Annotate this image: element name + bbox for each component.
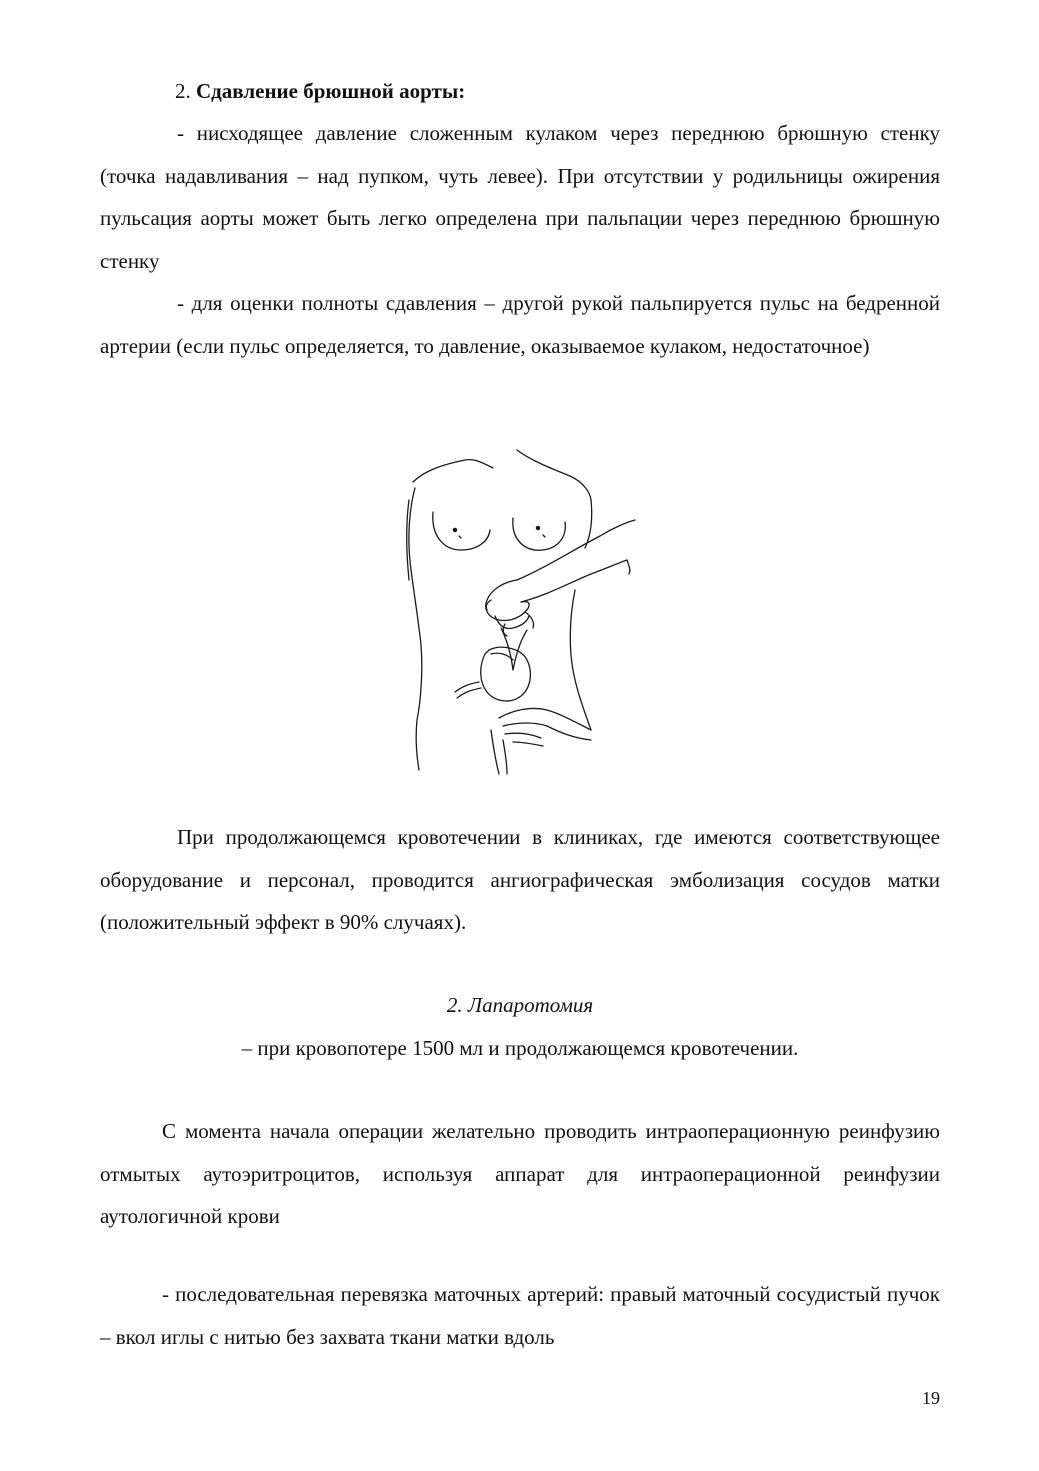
section-subtitle-laparotomy: – при кровопотере 1500 мл и продолжающемся кровотечении. bbox=[241, 1036, 799, 1060]
section-number: 2. bbox=[175, 79, 196, 103]
paragraph-ligation: - последовательная перевязка маточных артерий: правый маточный сосудистый пучок – вкол иглы с нитью без захвата ткани матки вдоль bbox=[100, 1282, 940, 1349]
section-title: Сдавление брюшной аорты: bbox=[196, 79, 466, 103]
aortic-compression-illustration-icon bbox=[395, 440, 645, 780]
paragraph-compression-assessment: - для оценки полноты сдавления – другой рукой пальпируется пульс на бедренной артерии (если пульс определяется, то давление, оказываемое кулаком, недостаточное) bbox=[100, 291, 940, 358]
paragraph-reinfusion: С момента начала операции желательно проводить интраоперационную реинфузию отмытых аутоэритроцитов, используя аппарат для интраоперационной реинфузии аутологичной крови bbox=[100, 1119, 940, 1228]
paragraph-compression-method: - нисходящее давление сложенным кулаком через переднюю брюшную стенку (точка надавливания – над пупком, чуть левее). При отсутствии у родильницы ожирения пульсация аорты может быть легко определена при пальпации через переднюю брюшную стенку bbox=[100, 121, 940, 273]
section-heading-aorta bbox=[175, 70, 465, 112]
paragraph-embolization: При продолжающемся кровотечении в клиниках, где имеются соответствующее оборудование и персонал, проводится ангиографическая эмболизация сосудов матки (положительный эффект в 90% случаях). bbox=[100, 825, 940, 934]
section-title-laparotomy: 2. Лапаротомия bbox=[446, 993, 594, 1017]
page-number: 19 bbox=[922, 1388, 940, 1408]
